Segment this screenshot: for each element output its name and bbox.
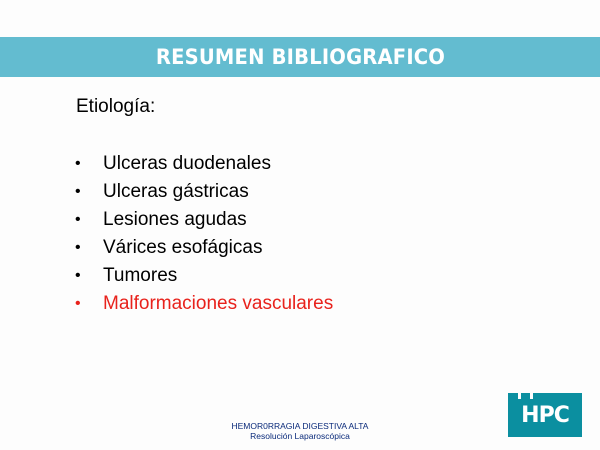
footer-title: HEMOR0RRAGIA DIGESTIVA ALTA — [231, 421, 369, 431]
list-item-label: Tumores — [103, 265, 178, 286]
list-item-label: Várices esofágicas — [103, 237, 263, 258]
slide-title: RESUMEN BIBLIOGRAFICO — [155, 45, 445, 69]
logo-text: HPC — [521, 402, 569, 428]
list-item-label: Ulceras gástricas — [103, 181, 249, 202]
bullet-icon: • — [75, 211, 81, 228]
bullet-icon: • — [75, 155, 81, 172]
bullet-icon: • — [75, 267, 81, 284]
list-item — [75, 262, 333, 290]
hpc-logo — [508, 393, 582, 437]
section-heading: Etiología: — [76, 96, 156, 117]
list-item — [75, 234, 333, 262]
footer-subtitle: Resolución Laparoscópica — [250, 431, 350, 441]
list-item-label: Malformaciones vasculares — [103, 293, 334, 314]
list-item — [75, 206, 333, 234]
title-bar — [0, 37, 600, 77]
list-item-label: Ulceras duodenales — [103, 153, 271, 174]
list-item — [75, 178, 333, 206]
bullet-icon: • — [75, 295, 81, 312]
footer — [200, 421, 400, 441]
bullet-icon: • — [75, 239, 81, 256]
list-item-label: Lesiones agudas — [103, 209, 247, 230]
etiology-list — [75, 150, 333, 318]
list-item-highlighted — [75, 290, 333, 318]
list-item — [75, 150, 333, 178]
bullet-icon: • — [75, 183, 81, 200]
